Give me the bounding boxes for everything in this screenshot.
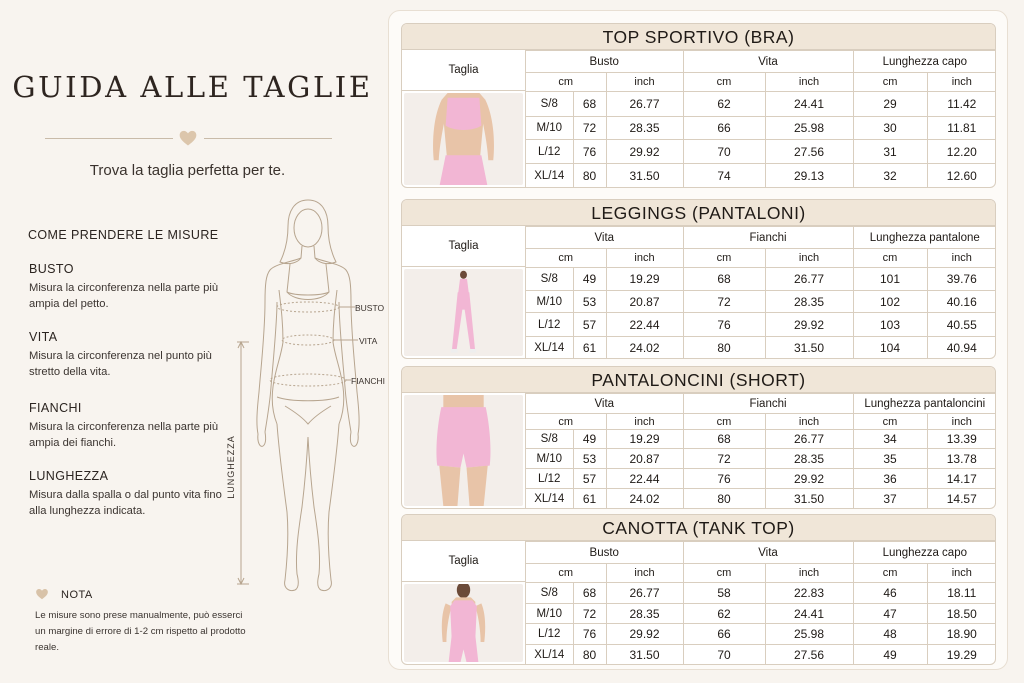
note-text: Le misure sono prese manualmente, può esserci un margine di errore di 1-2 cm rispetto al prodotto reale. <box>35 610 246 653</box>
unit-header: inch <box>606 73 683 92</box>
value-cell: 26.77 <box>765 268 853 291</box>
value-cell: 61 <box>573 489 606 509</box>
value-cell: 104 <box>853 337 927 359</box>
column-group-header: Lunghezza pantalone <box>853 227 996 249</box>
size-cell: S/8 <box>526 92 573 117</box>
value-cell: 76 <box>683 313 765 337</box>
size-cell: L/12 <box>526 140 573 164</box>
product-photo <box>404 584 523 662</box>
value-cell: 48 <box>853 624 927 645</box>
size-cell: L/12 <box>526 624 573 645</box>
unit-header: inch <box>927 414 996 430</box>
value-cell: 19.29 <box>927 645 996 665</box>
value-cell: 14.17 <box>927 469 996 489</box>
size-cell: XL/14 <box>526 645 573 665</box>
table-title: PANTALONCINI (SHORT) <box>402 367 995 393</box>
value-cell: 68 <box>573 92 606 117</box>
figure-label-lunghezza: LUNGHEZZA <box>226 435 236 499</box>
size-cell: M/10 <box>526 291 573 313</box>
value-cell: 18.50 <box>927 604 996 624</box>
value-cell: 28.35 <box>606 604 683 624</box>
figure-label-busto: BUSTO <box>355 303 385 313</box>
unit-header: cm <box>853 73 927 92</box>
heart-icon <box>178 128 198 148</box>
note-title: NOTA <box>61 589 93 601</box>
value-cell: 29.92 <box>765 469 853 489</box>
figure-label-vita: VITA <box>359 336 378 346</box>
size-table-card <box>401 514 996 665</box>
value-cell: 20.87 <box>606 291 683 313</box>
value-cell: 68 <box>573 583 606 604</box>
measure-desc: Misura dalla spalla o dal punto vita fino alla lunghezza indicata. <box>29 489 222 517</box>
value-cell: 72 <box>683 449 765 469</box>
value-cell: 80 <box>683 489 765 509</box>
divider-left <box>45 138 173 139</box>
value-cell: 25.98 <box>765 624 853 645</box>
measure-name: VITA <box>29 330 58 344</box>
value-cell: 12.20 <box>927 140 996 164</box>
column-group-header: Vita <box>526 394 683 414</box>
column-group-header: Vita <box>526 227 683 249</box>
value-cell: 19.29 <box>606 430 683 449</box>
value-cell: 76 <box>573 624 606 645</box>
table-title: TOP SPORTIVO (BRA) <box>402 24 995 50</box>
value-cell: 26.77 <box>765 430 853 449</box>
size-table <box>526 50 996 188</box>
value-cell: 49 <box>853 645 927 665</box>
value-cell: 76 <box>683 469 765 489</box>
unit-header: cm <box>683 414 765 430</box>
column-group-header: Busto <box>526 51 683 73</box>
value-cell: 14.57 <box>927 489 996 509</box>
value-cell: 29 <box>853 92 927 117</box>
value-cell: 58 <box>683 583 765 604</box>
size-table-card <box>401 199 996 359</box>
table-row <box>526 624 996 645</box>
value-cell: 49 <box>573 430 606 449</box>
value-cell: 13.78 <box>927 449 996 469</box>
table-row <box>526 117 996 140</box>
table-row <box>526 268 996 291</box>
value-cell: 66 <box>683 117 765 140</box>
unit-header: inch <box>606 414 683 430</box>
value-cell: 18.90 <box>927 624 996 645</box>
size-cell: S/8 <box>526 583 573 604</box>
value-cell: 20.87 <box>606 449 683 469</box>
value-cell: 12.60 <box>927 164 996 188</box>
measure-desc: Misura la circonferenza nella parte più ampia del petto. <box>29 282 219 310</box>
value-cell: 37 <box>853 489 927 509</box>
measure-desc: Misura la circonferenza nel punto più stretto della vita. <box>29 350 212 378</box>
measure-busto <box>29 262 229 312</box>
measure-name: BUSTO <box>29 262 74 276</box>
size-cell: S/8 <box>526 430 573 449</box>
value-cell: 32 <box>853 164 927 188</box>
value-cell: 24.41 <box>765 92 853 117</box>
column-group-header: Fianchi <box>683 227 853 249</box>
table-title: CANOTTA (TANK TOP) <box>402 515 995 541</box>
value-cell: 47 <box>853 604 927 624</box>
value-cell: 68 <box>683 268 765 291</box>
table-row <box>526 164 996 188</box>
table-row <box>526 313 996 337</box>
value-cell: 28.35 <box>765 449 853 469</box>
size-cell: L/12 <box>526 469 573 489</box>
figure-label-fianchi: FIANCHI <box>351 376 385 386</box>
size-column-label: Taglia <box>402 50 525 91</box>
value-cell: 53 <box>573 449 606 469</box>
unit-header: inch <box>765 73 853 92</box>
value-cell: 24.02 <box>606 337 683 359</box>
unit-header: inch <box>927 564 996 583</box>
value-cell: 72 <box>573 604 606 624</box>
guide-panel <box>0 0 385 683</box>
value-cell: 26.77 <box>606 583 683 604</box>
table-row <box>526 469 996 489</box>
value-cell: 40.55 <box>927 313 996 337</box>
product-photo <box>404 269 523 356</box>
value-cell: 40.94 <box>927 337 996 359</box>
table-title: LEGGINGS (PANTALONI) <box>402 200 995 226</box>
value-cell: 70 <box>683 645 765 665</box>
divider-right <box>204 138 332 139</box>
unit-header: inch <box>765 249 853 268</box>
unit-header: cm <box>683 73 765 92</box>
body-figure <box>225 192 390 602</box>
table-row <box>526 337 996 359</box>
page-subtitle: Trova la taglia perfetta per te. <box>89 162 286 179</box>
value-cell: 31.50 <box>765 489 853 509</box>
size-cell: M/10 <box>526 449 573 469</box>
unit-header: cm <box>683 249 765 268</box>
unit-header: cm <box>526 564 606 583</box>
howto-title: COME PRENDERE LE MISURE <box>28 228 219 242</box>
table-row <box>526 583 996 604</box>
value-cell: 29.92 <box>606 140 683 164</box>
value-cell: 101 <box>853 268 927 291</box>
table-row <box>526 92 996 117</box>
value-cell: 80 <box>683 337 765 359</box>
value-cell: 61 <box>573 337 606 359</box>
measure-lunghezza <box>29 469 229 519</box>
value-cell: 31.50 <box>606 164 683 188</box>
value-cell: 22.44 <box>606 469 683 489</box>
value-cell: 57 <box>573 469 606 489</box>
size-column-label: Taglia <box>402 226 525 267</box>
unit-header: cm <box>526 414 606 430</box>
size-table-card <box>401 366 996 509</box>
size-cell: XL/14 <box>526 337 573 359</box>
size-table <box>526 393 996 509</box>
size-column-label: Taglia <box>402 541 525 582</box>
table-row <box>526 449 996 469</box>
column-group-header: Lunghezza capo <box>853 51 996 73</box>
unit-header: inch <box>927 73 996 92</box>
value-cell: 22.83 <box>765 583 853 604</box>
table-row <box>526 489 996 509</box>
size-cell: S/8 <box>526 268 573 291</box>
column-group-header: Vita <box>683 542 853 564</box>
value-cell: 70 <box>683 140 765 164</box>
value-cell: 31.50 <box>606 645 683 665</box>
value-cell: 35 <box>853 449 927 469</box>
product-photo-column <box>402 393 526 508</box>
column-group-header: Lunghezza pantaloncini <box>853 394 996 414</box>
value-cell: 11.81 <box>927 117 996 140</box>
page-title: GUIDA ALLE TAGLIE <box>12 70 373 104</box>
value-cell: 62 <box>683 604 765 624</box>
value-cell: 24.41 <box>765 604 853 624</box>
unit-header: cm <box>683 564 765 583</box>
column-group-header: Busto <box>526 542 683 564</box>
value-cell: 57 <box>573 313 606 337</box>
value-cell: 25.98 <box>765 117 853 140</box>
value-cell: 40.16 <box>927 291 996 313</box>
table-row <box>526 291 996 313</box>
value-cell: 80 <box>573 164 606 188</box>
value-cell: 34 <box>853 430 927 449</box>
value-cell: 53 <box>573 291 606 313</box>
size-table <box>526 541 996 665</box>
table-row <box>526 430 996 449</box>
heart-icon <box>35 587 49 601</box>
unit-header: inch <box>606 564 683 583</box>
value-cell: 66 <box>683 624 765 645</box>
value-cell: 27.56 <box>765 140 853 164</box>
value-cell: 30 <box>853 117 927 140</box>
product-photo-column <box>402 541 526 664</box>
table-row <box>526 604 996 624</box>
value-cell: 76 <box>573 140 606 164</box>
size-cell: M/10 <box>526 117 573 140</box>
size-table-card <box>401 23 996 188</box>
value-cell: 27.56 <box>765 645 853 665</box>
value-cell: 72 <box>683 291 765 313</box>
value-cell: 39.76 <box>927 268 996 291</box>
unit-header: inch <box>927 249 996 268</box>
value-cell: 28.35 <box>765 291 853 313</box>
value-cell: 103 <box>853 313 927 337</box>
value-cell: 62 <box>683 92 765 117</box>
value-cell: 13.39 <box>927 430 996 449</box>
value-cell: 72 <box>573 117 606 140</box>
value-cell: 49 <box>573 268 606 291</box>
value-cell: 31 <box>853 140 927 164</box>
size-cell: XL/14 <box>526 164 573 188</box>
value-cell: 36 <box>853 469 927 489</box>
measure-desc: Misura la circonferenza nella parte più ampia dei fianchi. <box>29 421 219 449</box>
unit-header: cm <box>526 73 606 92</box>
value-cell: 19.29 <box>606 268 683 291</box>
unit-header: cm <box>853 564 927 583</box>
unit-header: cm <box>526 249 606 268</box>
size-cell: L/12 <box>526 313 573 337</box>
column-group-header: Vita <box>683 51 853 73</box>
measure-fianchi <box>29 401 229 451</box>
size-table <box>526 226 996 359</box>
product-photo <box>404 93 523 185</box>
measure-vita <box>29 330 229 380</box>
unit-header: inch <box>606 249 683 268</box>
value-cell: 18.11 <box>927 583 996 604</box>
measure-name: LUNGHEZZA <box>29 469 109 483</box>
value-cell: 102 <box>853 291 927 313</box>
column-group-header: Lunghezza capo <box>853 542 996 564</box>
value-cell: 68 <box>683 430 765 449</box>
unit-header: inch <box>765 414 853 430</box>
value-cell: 46 <box>853 583 927 604</box>
product-photo <box>404 395 523 506</box>
value-cell: 74 <box>683 164 765 188</box>
column-group-header: Fianchi <box>683 394 853 414</box>
value-cell: 24.02 <box>606 489 683 509</box>
value-cell: 29.13 <box>765 164 853 188</box>
product-photo-column <box>402 226 526 358</box>
value-cell: 29.92 <box>606 624 683 645</box>
measure-name: FIANCHI <box>29 401 82 415</box>
table-row <box>526 140 996 164</box>
value-cell: 29.92 <box>765 313 853 337</box>
size-cell: M/10 <box>526 604 573 624</box>
value-cell: 11.42 <box>927 92 996 117</box>
unit-header: inch <box>765 564 853 583</box>
product-photo-column <box>402 50 526 187</box>
value-cell: 28.35 <box>606 117 683 140</box>
unit-header: cm <box>853 414 927 430</box>
size-cell: XL/14 <box>526 489 573 509</box>
table-row <box>526 645 996 665</box>
value-cell: 80 <box>573 645 606 665</box>
value-cell: 26.77 <box>606 92 683 117</box>
value-cell: 31.50 <box>765 337 853 359</box>
unit-header: cm <box>853 249 927 268</box>
value-cell: 22.44 <box>606 313 683 337</box>
